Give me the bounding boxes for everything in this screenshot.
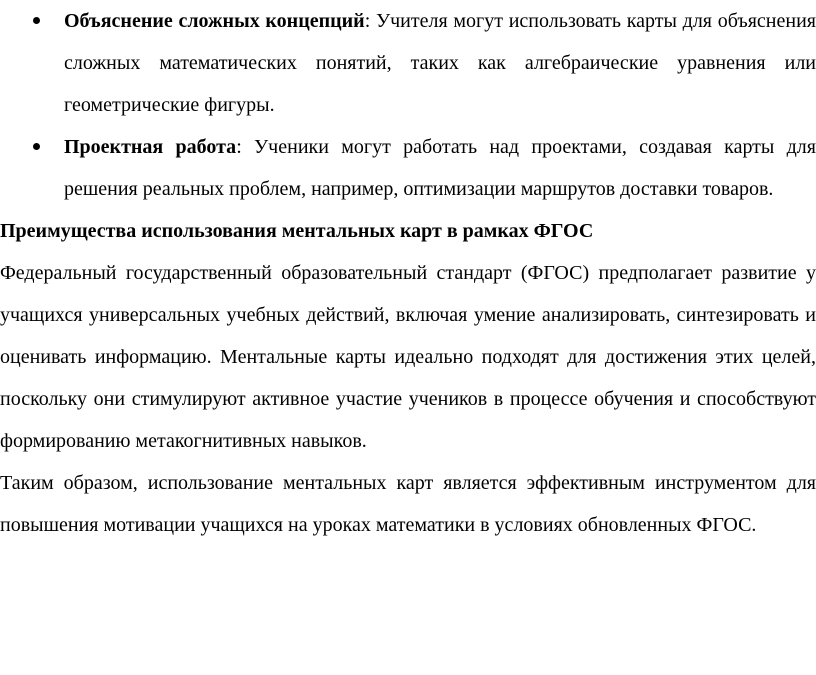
bullet-list bbox=[0, 0, 816, 210]
bullet-item-project-work bbox=[0, 126, 816, 210]
bullet-text: Учителя могут использовать карты для объяснения сложных математических понятий, таких как алгебраические уравнения или геометрические фигуры. bbox=[64, 10, 816, 116]
bullet-term: Проектная работа bbox=[64, 136, 237, 158]
bullet-separator: : bbox=[364, 10, 371, 32]
paragraph-fgos: Федеральный государственный образовательный стандарт (ФГОС) предполагает развитие у учащихся универсальных учебных действий, включая умение анализировать, синтезировать и оценивать информацию. Ментальные карты идеально подходят для достижения этих целей, поскольку они стимулируют активное участие учеников в процессе обучения и способствуют формированию метакогнитивных навыков. bbox=[0, 262, 816, 452]
bullet-dot-icon bbox=[33, 143, 40, 150]
bullet-dot-icon bbox=[33, 17, 40, 24]
paragraph-conclusion: Таким образом, использование ментальных карт является эффективным инструментом для повышения мотивации учащихся на уроках математики в условиях обновленных ФГОС. bbox=[0, 472, 816, 536]
bullet-text: Ученики могут работать над проектами, создавая карты для решения реальных проблем, например, оптимизации маршрутов доставки товаров. bbox=[64, 136, 816, 200]
bullet-term: Объяснение сложных концепций bbox=[64, 10, 365, 32]
bullet-separator: : bbox=[236, 136, 242, 158]
section-heading: Преимущества использования ментальных карт в рамках ФГОС bbox=[0, 220, 594, 242]
bullet-item-complex-concepts bbox=[0, 0, 816, 126]
